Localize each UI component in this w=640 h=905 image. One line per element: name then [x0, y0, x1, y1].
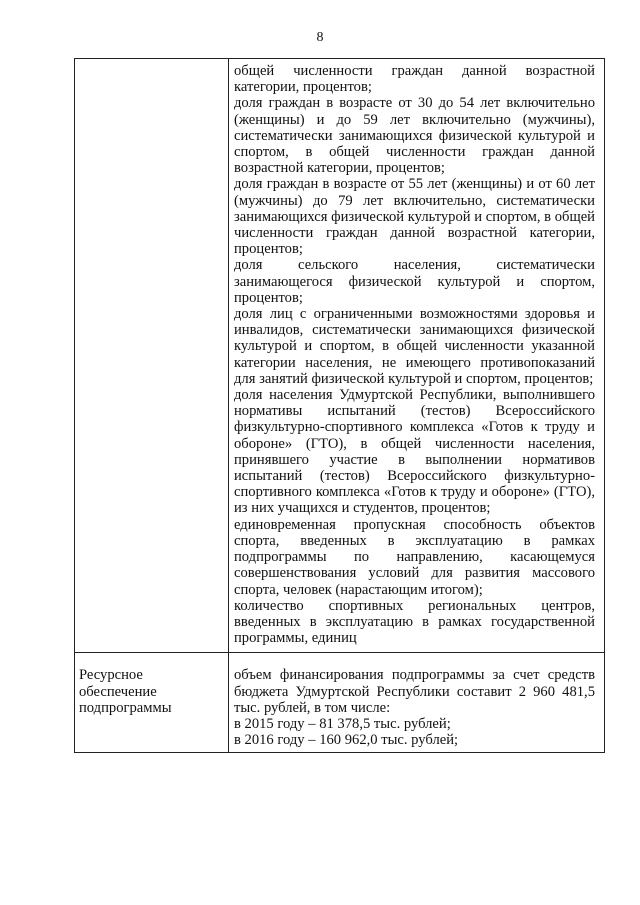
subprogram-passport-table — [74, 58, 605, 753]
indicator-paragraph: доля граждан в возрасте от 55 лет (женщины) и от 60 лет (мужчины) до 79 лет включительно, систематически занимающихся физической культурой и спортом, в общей численности граждан данной возрастной категории, процентов; — [234, 176, 595, 258]
row-label — [75, 59, 229, 653]
row-content — [229, 653, 605, 753]
row-content — [229, 59, 605, 653]
indicator-paragraph: доля населения Удмуртской Республики, выполнившего нормативы испытаний (тестов) Всероссийского физкультурно-спортивного комплекса «Готов к труду и обороне» (ГТО), в общей численности населения, принявшего участие в выполнении нормативов испытаний (тестов) Всероссийского физкультурно-спортивного комплекса «Готов к труду и обороне» (ГТО), из них учащихся и студентов, процентов; — [234, 387, 595, 517]
funding-line-2015: в 2015 году – 81 378,5 тыс. рублей; — [234, 715, 451, 732]
indicator-paragraph: доля сельского населения, систематически занимающегося физической культурой и спортом, процентов; — [234, 257, 595, 306]
table-row-target-indicators — [75, 59, 605, 653]
funding-paragraph: объем финансирования подпрограммы за счет средств бюджета Удмуртской Республики составит 2 960 481,5 тыс. рублей, в том числе: — [234, 667, 595, 716]
indicator-paragraph: доля граждан в возрасте от 30 до 54 лет включительно (женщины) и до 59 лет включительно (мужчины), систематически занимающихся физической культурой и спортом, в общей численности граждан данной возрастной категории, процентов; — [234, 95, 595, 177]
page-number: 8 — [316, 30, 324, 45]
table-row-resource-support — [75, 653, 605, 753]
indicator-paragraph: общей численности граждан данной возрастной категории, процентов; — [234, 63, 595, 96]
funding-line-2016: в 2016 году – 160 962,0 тыс. рублей; — [234, 732, 459, 749]
indicator-paragraph: единовременная пропускная способность объектов спорта, введенных в эксплуатацию в рамках подпрограммы по направлению, касающемуся совершенствования условий для развития массового спорта, человек (нарастающим итогом); — [234, 516, 595, 598]
indicator-paragraph: доля лиц с ограниченными возможностями здоровья и инвалидов, систематически занимающихся физической культурой и спортом, в общей численности указанной категории населения, не имеющего противопоказаний для занятий физической культурой и спортом, процентов; — [234, 306, 595, 387]
row-label: Ресурсное обеспечение подпрограммы — [75, 653, 229, 753]
indicator-paragraph: количество спортивных региональных центров, введенных в эксплуатацию в рамках государственной программы, единиц — [234, 597, 595, 647]
